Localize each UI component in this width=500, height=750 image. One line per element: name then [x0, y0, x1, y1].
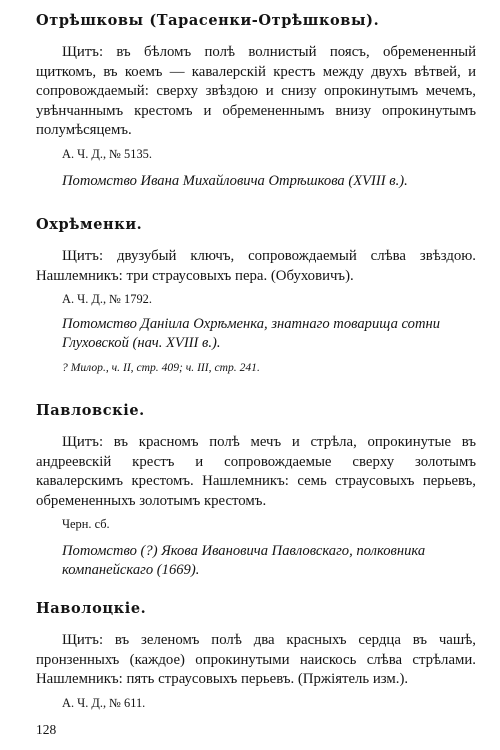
entry-body: Щитъ: въ бѣломъ полѣ волнистый поясъ, обремененный щиткомъ, въ коемъ — кавалерскій крестъ между двухъ вѣтвей, и сопровождаемый: сверху звѣздою и снизу опрокинутымъ мечемъ, увѣнчаннымъ крестомъ и обремененнымъ внизу опрокинутымъ полумѣсяцемъ. — [36, 44, 476, 138]
entry-title: Павловскiе. — [36, 402, 145, 419]
entry-okhremenki — [36, 216, 476, 374]
page-number: 128 — [36, 722, 57, 737]
entry-title: Наволоцкiе. — [36, 600, 147, 617]
entry-pavlovskie — [36, 402, 476, 580]
entry-note: ? Милор., ч. II, стр. 409; ч. III, стр. 241. — [62, 361, 260, 374]
entry-lineage: Потомство (?) Якова Ивановича Павловскаго, полковника компанейскаго (1669). — [62, 543, 426, 578]
entry-reference: А. Ч. Д., № 5135. — [62, 146, 152, 161]
entry-title: Отрѣшковы (Тарасенки-Отрѣшковы). — [36, 12, 380, 29]
entry-title: Охрѣменки. — [36, 216, 143, 233]
entry-body: Щитъ: въ красномъ полѣ мечъ и стрѣла, опрокинутые въ андреевскій крестъ и сопровождаемые сверху золотымъ кавалерскимъ крестомъ. Нашлемникъ: семь страусовыхъ перьевъ, обремененныхъ золотымъ крестомъ. — [36, 434, 476, 509]
entry-body: Щитъ: двузубый ключъ, сопровождаемый слѣва звѣздою. Нашлемникъ: три страусовыхъ пера. (Обуховичъ). — [36, 248, 476, 284]
entry-lineage: Потомство Ивана Михайловича Отрѣшкова (XVIII в.). — [62, 172, 408, 189]
entry-lineage: Потомство Данiила Охрѣменка, знатнаго товарища сотни Глуховской (нач. XVIII в.). — [62, 316, 441, 351]
entry-reference: А. Ч. Д., № 1792. — [62, 292, 152, 306]
entry-reference: Черн. сб. — [62, 517, 110, 531]
entry-reference: А. Ч. Д., № 611. — [62, 695, 146, 710]
entry-otreshkovy — [36, 12, 476, 191]
entry-body: Щитъ: въ зеленомъ полѣ два красныхъ сердца въ чашѣ, пронзенныхъ (каждое) опрокинутыми наискось слѣва стрѣлами. Нашлемникъ: пять страусовыхъ перьевъ. (Пржiятель изм.). — [36, 632, 476, 687]
entry-navolotskie — [36, 600, 476, 711]
